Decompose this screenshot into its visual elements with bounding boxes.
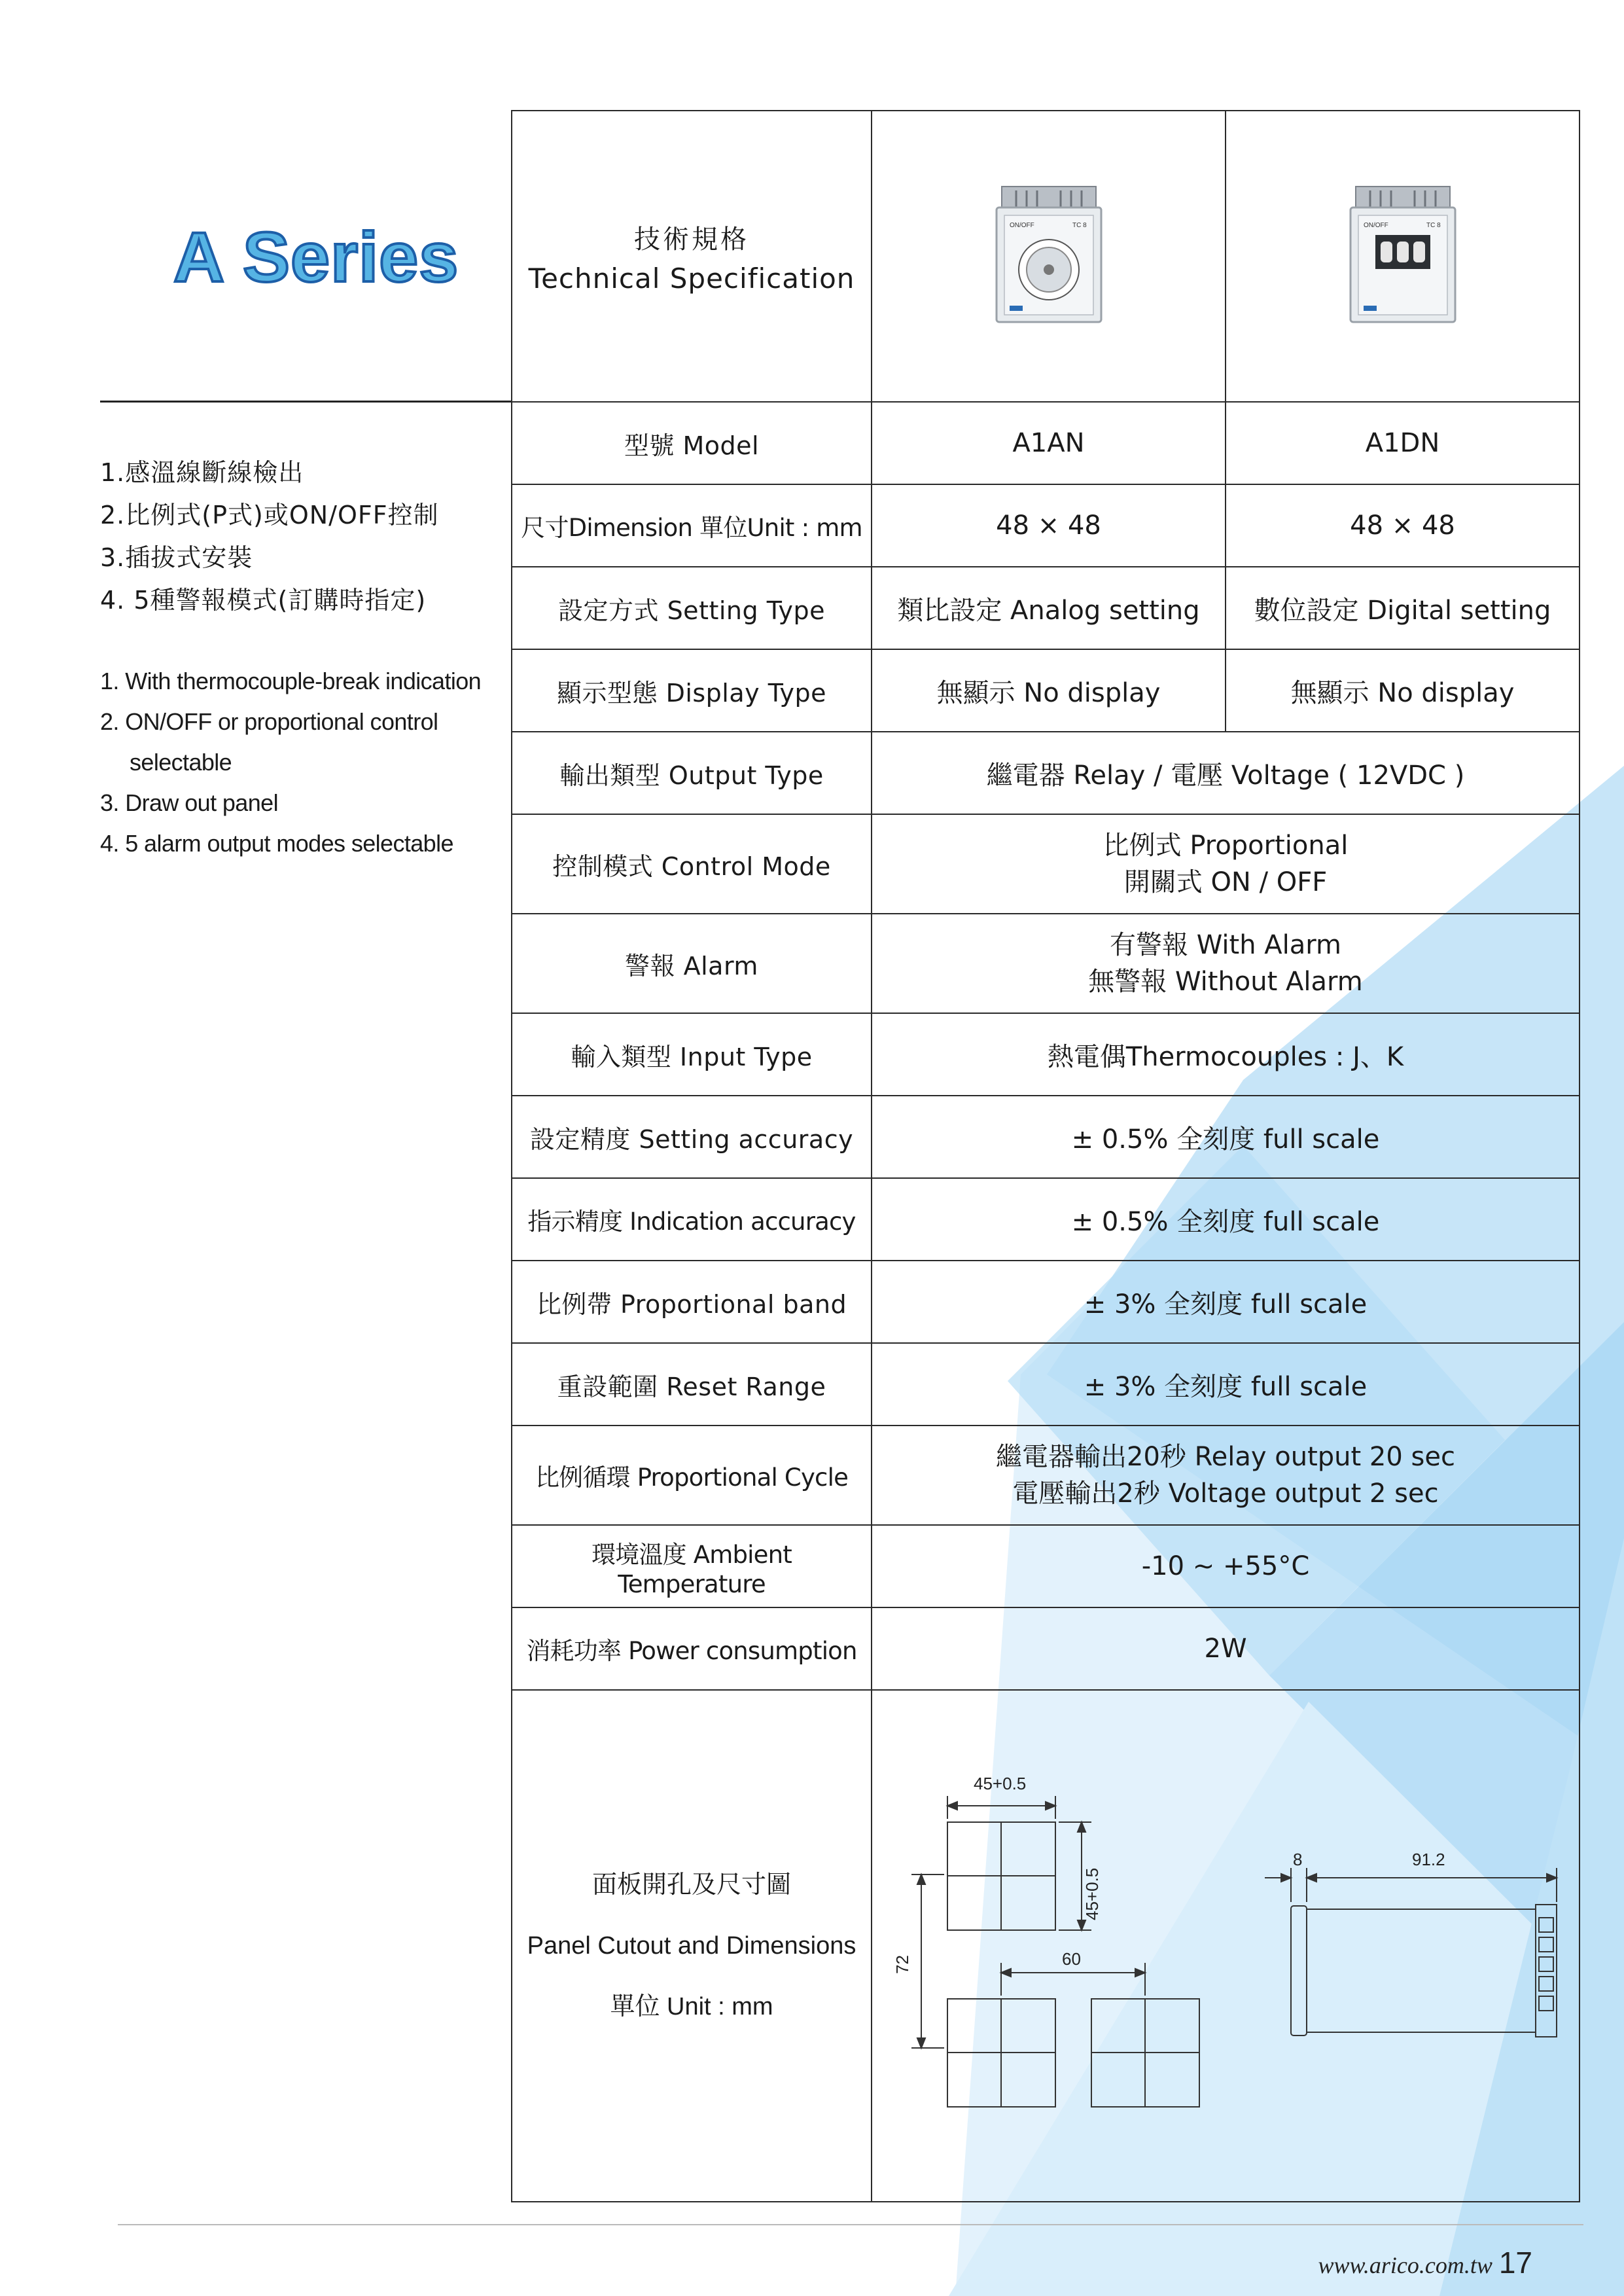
cell-value: 48 × 48 xyxy=(1226,484,1580,567)
table-header-row xyxy=(512,111,1580,402)
footer xyxy=(1318,2245,1532,2280)
page-number: 17 xyxy=(1498,2246,1532,2280)
row-label: 警報 Alarm xyxy=(512,914,872,1013)
row-label: 指示精度 Indication accuracy xyxy=(512,1178,872,1261)
product-image-analog xyxy=(990,181,1108,325)
row-label: 型號 Model xyxy=(512,402,872,484)
features-zh-list xyxy=(100,452,439,622)
feature-en-item xyxy=(100,661,519,702)
feature-en-text: 4. 5 alarm output modes selectable xyxy=(100,830,453,857)
cell-value: 熱電偶Thermocouples : J、K xyxy=(872,1013,1580,1096)
cell-value: A1DN xyxy=(1226,402,1580,484)
cell-value: 2W xyxy=(872,1607,1580,1690)
table-row xyxy=(512,649,1580,732)
row-label: 比例帶 Proportional band xyxy=(512,1261,872,1343)
cell-line: 繼電器輸出20秒 Relay output 20 sec xyxy=(996,1442,1455,1472)
row-label: 環境溫度 Ambient Temperature xyxy=(512,1525,872,1607)
feature-zh-item: 2.比例式(P式)或ON/OFF控制 xyxy=(100,501,439,529)
cell-value: 繼電器 Relay / 電壓 Voltage ( 12VDC ) xyxy=(872,732,1580,814)
panel-label-cell xyxy=(512,1690,872,2202)
product-image-digital xyxy=(1344,181,1462,325)
feature-zh-item: 3.插拔式安裝 xyxy=(100,543,253,572)
feature-zh-item: 1.感溫線斷線檢出 xyxy=(100,458,304,487)
row-label: 重設範圍 Reset Range xyxy=(512,1343,872,1426)
cell-value xyxy=(872,914,1580,1013)
cell-value xyxy=(872,814,1580,914)
table-row xyxy=(512,402,1580,484)
product-image-a1dn-cell xyxy=(1226,111,1580,402)
series-title: A Series xyxy=(173,217,459,296)
features-en-list xyxy=(100,661,519,864)
row-label: 控制模式 Control Mode xyxy=(512,814,872,914)
cell-value xyxy=(872,1426,1580,1525)
row-label: 顯示型態 Display Type xyxy=(512,649,872,732)
dim-front-label: 8 xyxy=(1293,1850,1303,1869)
footer-url: www.arico.com.tw xyxy=(1318,2252,1492,2278)
header-title-cell xyxy=(512,111,872,402)
panel-label-en: Panel Cutout and Dimensions xyxy=(527,1931,856,1960)
table-row xyxy=(512,814,1580,914)
cell-line: 有警報 With Alarm xyxy=(1110,930,1341,960)
dim-height-label: 45+0.5 xyxy=(1082,1867,1102,1920)
row-label: 比例循環 Proportional Cycle xyxy=(512,1426,872,1525)
dim-pitch-h-label: 60 xyxy=(1062,1949,1081,1969)
cell-value: ± 3% 全刻度 full scale xyxy=(872,1261,1580,1343)
table-row xyxy=(512,1607,1580,1690)
table-row xyxy=(512,484,1580,567)
product-image-a1an-cell xyxy=(872,111,1226,402)
header-title-en: Technical Specification xyxy=(528,262,855,295)
table-row xyxy=(512,1013,1580,1096)
row-label: 設定方式 Setting Type xyxy=(512,567,872,649)
row-label: 輸入類型 Input Type xyxy=(512,1013,872,1096)
cell-value: 類比設定 Analog setting xyxy=(872,567,1226,649)
cell-line: 開關式 ON / OFF xyxy=(1123,867,1328,897)
table-row xyxy=(512,1261,1580,1343)
panel-drawing-cell xyxy=(872,1690,1580,2202)
feature-en-item xyxy=(100,823,519,864)
title-rule xyxy=(100,401,511,403)
cell-value: 數位設定 Digital setting xyxy=(1226,567,1580,649)
panel-tc-text: TC 8 xyxy=(1426,221,1441,229)
feature-en-item xyxy=(100,702,519,783)
table-row xyxy=(512,914,1580,1013)
cell-value: ± 3% 全刻度 full scale xyxy=(872,1343,1580,1426)
table-row xyxy=(512,1096,1580,1178)
feature-en-text: 3. Draw out panel xyxy=(100,789,278,816)
table-row xyxy=(512,1343,1580,1426)
row-label: 尺寸Dimension 單位Unit : mm xyxy=(512,484,872,567)
feature-zh-item: 4. 5種警報模式(訂購時指定) xyxy=(100,586,427,615)
feature-en-continuation: selectable xyxy=(130,749,232,776)
cell-value: ± 0.5% 全刻度 full scale xyxy=(872,1096,1580,1178)
header-title-zh: 技術規格 xyxy=(634,224,749,255)
panel-tc-text: TC 8 xyxy=(1072,221,1087,229)
feature-en-text: 1. With thermocouple-break indication xyxy=(100,668,482,694)
panel-label-unit: 單位 Unit : mm xyxy=(610,1992,773,2020)
row-label: 設定精度 Setting accuracy xyxy=(512,1096,872,1178)
cell-value: 無顯示 No display xyxy=(872,649,1226,732)
cell-line: 電壓輸出2秒 Voltage output 2 sec xyxy=(1012,1479,1439,1509)
cell-value: -10 ~ +55°C xyxy=(872,1525,1580,1607)
dim-pitch-v-label: 72 xyxy=(892,1955,912,1974)
table-row xyxy=(512,1426,1580,1525)
feature-en-item xyxy=(100,783,519,823)
spec-table xyxy=(511,110,1580,2202)
cell-value: ± 0.5% 全刻度 full scale xyxy=(872,1178,1580,1261)
panel-cutout-drawing xyxy=(872,1691,1579,2200)
row-label: 輸出類型 Output Type xyxy=(512,732,872,814)
table-row xyxy=(512,732,1580,814)
cell-line: 比例式 Proportional xyxy=(1103,831,1349,861)
panel-label-text: ON/OFF xyxy=(1009,221,1034,229)
cell-value: 無顯示 No display xyxy=(1226,649,1580,732)
row-label: 消耗功率 Power consumption xyxy=(512,1607,872,1690)
cell-value: A1AN xyxy=(872,402,1226,484)
feature-en-text: 2. ON/OFF or proportional control xyxy=(100,708,438,735)
dim-depth-label: 91.2 xyxy=(1412,1850,1445,1869)
table-row xyxy=(512,1525,1580,1607)
table-row xyxy=(512,1178,1580,1261)
footer-rule xyxy=(118,2224,1583,2225)
cell-value: 48 × 48 xyxy=(872,484,1226,567)
cell-line: 無警報 Without Alarm xyxy=(1088,967,1363,997)
panel-label-text: ON/OFF xyxy=(1363,221,1388,229)
table-row xyxy=(512,567,1580,649)
table-row xyxy=(512,1690,1580,2202)
dim-width-label: 45+0.5 xyxy=(974,1774,1027,1793)
panel-label-zh: 面板開孔及尺寸圖 xyxy=(591,1871,791,1899)
